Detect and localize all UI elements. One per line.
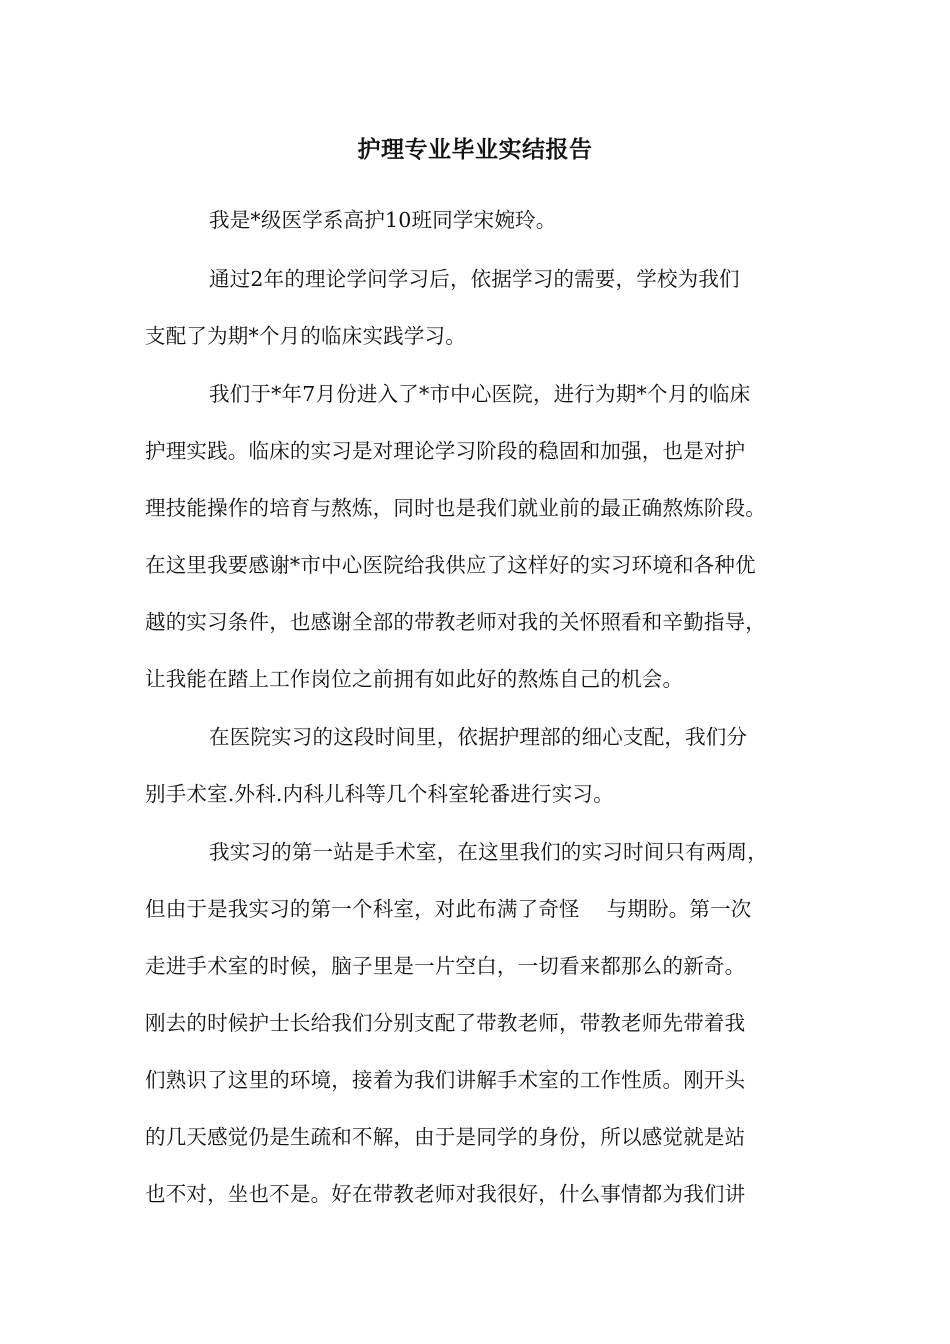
text-line: 但由于是我实习的第一个科室，对此布满了奇怪 与期盼。第一次 — [145, 897, 752, 921]
text-line: 护理实践。临床的实习是对理论学习阶段的稳固和加强，也是对护 — [145, 439, 746, 463]
text-line: 别手术室.外科.内科儿科等几个科室轮番进行实习。 — [145, 782, 614, 806]
text-line: 也不对，坐也不是。好在带教老师对我很好，什么事情都为我们讲 — [145, 1182, 746, 1206]
text-line: 我是*级医学系高护10班同学宋婉玲。 — [209, 208, 557, 232]
text-line: 在这里我要感谢*市中心医院给我供应了这样好的实习环境和各种优 — [145, 553, 756, 577]
document-title: 护理专业毕业实结报告 — [357, 137, 593, 163]
text-line: 我实习的第一站是手术室，在这里我们的实习时间只有两周， — [209, 840, 768, 864]
text-line: 走进手术室的时候，脑子里是一片空白，一切看来都那么的新奇。 — [145, 954, 746, 978]
text-line: 在医院实习的这段时间里，依据护理部的细心支配，我们分 — [209, 725, 748, 749]
text-line: 理技能操作的培育与熬炼，同时也是我们就业前的最正确熬炼阶段。 — [145, 496, 766, 520]
text-line: 让我能在踏上工作岗位之前拥有如此好的熬炼自己的机会。 — [145, 667, 684, 691]
text-line: 支配了为期*个月的临床实践学习。 — [145, 324, 466, 348]
text-line: 们熟识了这里的环境，接着为我们讲解手术室的工作性质。刚开头 — [145, 1068, 746, 1092]
text-line: 越的实习条件，也感谢全部的带教老师对我的关怀照看和辛勤指导， — [145, 610, 766, 634]
text-line: 的几天感觉仍是生疏和不解，由于是同学的身份，所以感觉就是站 — [145, 1125, 746, 1149]
text-line: 我们于*年7月份进入了*市中心医院，进行为期*个月的临床 — [209, 382, 751, 406]
text-line: 刚去的时候护士长给我们分别支配了带教老师，带教老师先带着我 — [145, 1011, 746, 1035]
text-line: 通过2年的理论学问学习后，依据学习的需要，学校为我们 — [209, 267, 740, 291]
